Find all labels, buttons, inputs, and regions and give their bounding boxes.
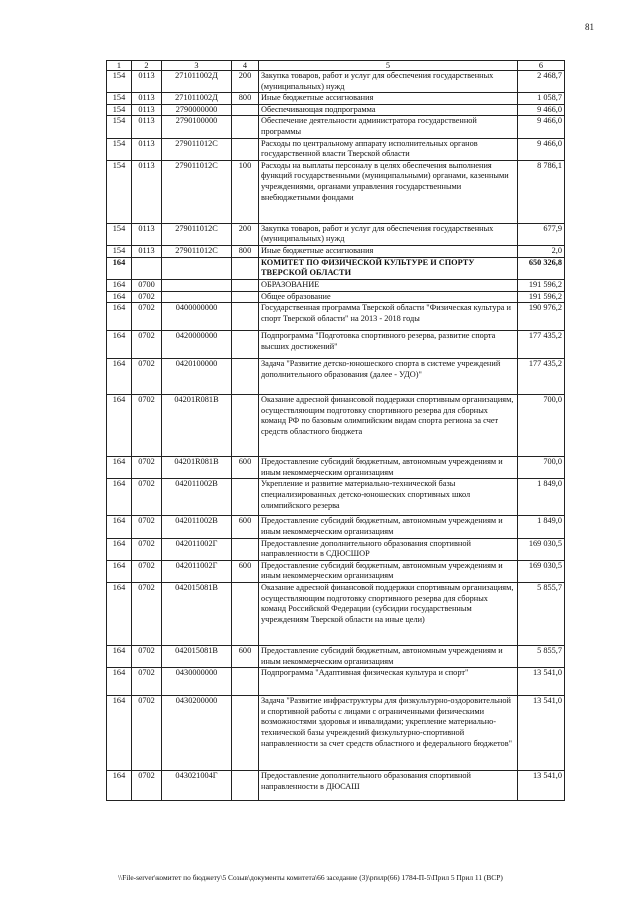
cell-description: Задача "Развитие инфраструктуры для физкультурно-оздоровительной и спортивной работы с лицами с ограниченными физическими возможностями здоровья и инвалидами; укрепление материально-технической базы учреждений физкультурно-спортивной направленности за счет средств областного и федерального бюджетов" [259, 696, 518, 771]
cell-amount: 13 541,0 [518, 668, 565, 696]
table-row [107, 359, 565, 395]
table-row [107, 303, 565, 331]
cell-amount: 13 541,0 [518, 771, 565, 801]
cell-target-article: 042011002Г [162, 538, 232, 560]
cell-target-article: 2790100000 [162, 116, 232, 138]
cell-description: Обеспечивающая подпрограмма [259, 104, 518, 116]
cell-section-code: 164 [107, 560, 132, 582]
cell-amount: 13 541,0 [518, 696, 565, 771]
cell-target-article: 271011002Д [162, 71, 232, 93]
cell-expense-type [232, 771, 259, 801]
table-row [107, 457, 565, 479]
cell-subsection-code: 0113 [132, 160, 162, 223]
cell-target-article: 04201R081В [162, 457, 232, 479]
cell-expense-type: 200 [232, 223, 259, 245]
column-header: 5 [259, 61, 518, 71]
cell-description: Оказание адресной финансовой поддержки спортивным организациям, осуществляющим подготовку спортивного резерва для сборных команд Российской Федерации (субсидии государственным учреждениям Тверской области на иные цели) [259, 583, 518, 646]
cell-section-code: 164 [107, 538, 132, 560]
cell-section-code: 164 [107, 395, 132, 457]
cell-target-article: 2790000000 [162, 104, 232, 116]
cell-target-article: 042015081В [162, 583, 232, 646]
cell-amount: 177 435,2 [518, 359, 565, 395]
cell-amount: 5 855,7 [518, 583, 565, 646]
cell-section-code: 164 [107, 291, 132, 303]
cell-amount: 677,9 [518, 223, 565, 245]
cell-subsection-code: 0702 [132, 771, 162, 801]
cell-amount: 5 855,7 [518, 646, 565, 668]
cell-section-code: 154 [107, 246, 132, 258]
cell-amount: 1 849,0 [518, 479, 565, 516]
cell-subsection-code: 0113 [132, 138, 162, 160]
cell-section-code: 164 [107, 583, 132, 646]
cell-expense-type [232, 104, 259, 116]
table-row [107, 138, 565, 160]
column-header: 1 [107, 61, 132, 71]
table-row [107, 771, 565, 801]
cell-amount: 700,0 [518, 457, 565, 479]
cell-amount: 169 030,5 [518, 538, 565, 560]
cell-subsection-code: 0113 [132, 116, 162, 138]
cell-section-code: 154 [107, 160, 132, 223]
cell-expense-type: 800 [232, 93, 259, 105]
cell-expense-type [232, 279, 259, 291]
table-row [107, 257, 565, 279]
cell-subsection-code: 0702 [132, 538, 162, 560]
cell-section-code: 154 [107, 93, 132, 105]
cell-expense-type: 600 [232, 560, 259, 582]
table-row [107, 246, 565, 258]
cell-expense-type [232, 395, 259, 457]
cell-section-code: 164 [107, 303, 132, 331]
cell-section-code: 164 [107, 696, 132, 771]
cell-subsection-code: 0702 [132, 583, 162, 646]
table-row [107, 516, 565, 538]
cell-section-code: 164 [107, 771, 132, 801]
cell-expense-type: 600 [232, 516, 259, 538]
cell-subsection-code: 0702 [132, 560, 162, 582]
table-row [107, 160, 565, 223]
column-header: 3 [162, 61, 232, 71]
cell-subsection-code: 0702 [132, 668, 162, 696]
cell-subsection-code: 0702 [132, 479, 162, 516]
cell-section-code: 164 [107, 646, 132, 668]
table-row [107, 668, 565, 696]
cell-target-article: 042015081В [162, 646, 232, 668]
table-row [107, 479, 565, 516]
cell-expense-type [232, 116, 259, 138]
table-row [107, 560, 565, 582]
page-number: 81 [585, 22, 594, 32]
cell-section-code: 154 [107, 138, 132, 160]
cell-description: КОМИТЕТ ПО ФИЗИЧЕСКОЙ КУЛЬТУРЕ И СПОРТУ ТВЕРСКОЙ ОБЛАСТИ [259, 257, 518, 279]
cell-target-article: 0430000000 [162, 668, 232, 696]
cell-section-code: 164 [107, 257, 132, 279]
cell-description: Общее образование [259, 291, 518, 303]
cell-description: Оказание адресной финансовой поддержки спортивным организациям, осуществляющим подготовку спортивного резерва для сборных команд РФ по базовым олимпийским видам спорта региона за счет средств областного бюджета [259, 395, 518, 457]
cell-expense-type [232, 359, 259, 395]
cell-subsection-code: 0702 [132, 331, 162, 359]
budget-table [106, 60, 565, 801]
cell-description: Иные бюджетные ассигнования [259, 246, 518, 258]
table-row [107, 71, 565, 93]
cell-amount: 191 596,2 [518, 291, 565, 303]
cell-amount: 1 058,7 [518, 93, 565, 105]
cell-target-article: 042011002Г [162, 560, 232, 582]
cell-expense-type [232, 257, 259, 279]
cell-subsection-code: 0113 [132, 246, 162, 258]
cell-section-code: 164 [107, 359, 132, 395]
cell-section-code: 154 [107, 104, 132, 116]
table-row [107, 538, 565, 560]
cell-section-code: 164 [107, 457, 132, 479]
column-header: 4 [232, 61, 259, 71]
cell-subsection-code [132, 257, 162, 279]
cell-target-article: 04201R081В [162, 395, 232, 457]
cell-target-article: 043021004Г [162, 771, 232, 801]
cell-target-article: 042011002В [162, 516, 232, 538]
table-row [107, 104, 565, 116]
cell-target-article: 279011012С [162, 160, 232, 223]
cell-expense-type [232, 479, 259, 516]
table-row [107, 331, 565, 359]
cell-amount: 9 466,0 [518, 104, 565, 116]
cell-target-article [162, 279, 232, 291]
cell-amount: 2,0 [518, 246, 565, 258]
cell-target-article: 0420000000 [162, 331, 232, 359]
cell-subsection-code: 0113 [132, 104, 162, 116]
cell-amount: 190 976,2 [518, 303, 565, 331]
table-row [107, 116, 565, 138]
table-row [107, 395, 565, 457]
cell-target-article: 279011012С [162, 246, 232, 258]
cell-description: Иные бюджетные ассигнования [259, 93, 518, 105]
table-row [107, 223, 565, 245]
cell-amount: 2 468,7 [518, 71, 565, 93]
cell-amount: 9 466,0 [518, 138, 565, 160]
column-header: 6 [518, 61, 565, 71]
cell-description: Обеспечение деятельности администратора государственной программы [259, 116, 518, 138]
cell-section-code: 164 [107, 479, 132, 516]
cell-section-code: 154 [107, 71, 132, 93]
cell-description: Предоставление субсидий бюджетным, автономным учреждениям и иным некоммерческим организациям [259, 646, 518, 668]
cell-subsection-code: 0113 [132, 223, 162, 245]
cell-subsection-code: 0702 [132, 516, 162, 538]
cell-subsection-code: 0702 [132, 395, 162, 457]
table-row [107, 93, 565, 105]
cell-expense-type [232, 583, 259, 646]
cell-target-article: 271011002Д [162, 93, 232, 105]
cell-subsection-code: 0113 [132, 71, 162, 93]
cell-section-code: 164 [107, 516, 132, 538]
cell-subsection-code: 0702 [132, 457, 162, 479]
cell-description: ОБРАЗОВАНИЕ [259, 279, 518, 291]
cell-expense-type [232, 291, 259, 303]
cell-amount: 177 435,2 [518, 331, 565, 359]
cell-description: Предоставление дополнительного образования спортивной направленности в ДЮСАШ [259, 771, 518, 801]
cell-section-code: 164 [107, 331, 132, 359]
cell-description: Подпрограмма "Подготовка спортивного резерва, развитие спорта высших достижений" [259, 331, 518, 359]
cell-target-article: 0420100000 [162, 359, 232, 395]
cell-amount: 9 466,0 [518, 116, 565, 138]
column-header: 2 [132, 61, 162, 71]
cell-target-article [162, 291, 232, 303]
cell-section-code: 154 [107, 223, 132, 245]
cell-description: Предоставление субсидий бюджетным, автономным учреждениям и иным некоммерческим организациям [259, 516, 518, 538]
cell-description: Расходы по центральному аппарату исполнительных органов государственной власти Тверской области [259, 138, 518, 160]
table-row [107, 696, 565, 771]
cell-subsection-code: 0702 [132, 303, 162, 331]
cell-target-article: 0400000000 [162, 303, 232, 331]
cell-amount: 700,0 [518, 395, 565, 457]
cell-description: Предоставление дополнительного образования спортивной направленности в СДЮСШОР [259, 538, 518, 560]
cell-description: Закупка товаров, работ и услуг для обеспечения государственных (муниципальных) нужд [259, 223, 518, 245]
table-row [107, 279, 565, 291]
cell-subsection-code: 0113 [132, 93, 162, 105]
cell-subsection-code: 0702 [132, 696, 162, 771]
cell-description: Предоставление субсидий бюджетным, автономным учреждениям и иным некоммерческим организациям [259, 560, 518, 582]
cell-amount: 8 786,1 [518, 160, 565, 223]
cell-expense-type: 800 [232, 246, 259, 258]
cell-expense-type [232, 696, 259, 771]
cell-description: Предоставление субсидий бюджетным, автономным учреждениям и иным некоммерческим организациям [259, 457, 518, 479]
cell-amount: 650 326,8 [518, 257, 565, 279]
cell-description: Укрепление и развитие материально-технической базы специализированных детско-юношеских спортивных школ олимпийского резерва [259, 479, 518, 516]
cell-description: Задача "Развитие детско-юношеского спорта в системе учреждений дополнительного образования (далее - УДО)" [259, 359, 518, 395]
cell-expense-type: 100 [232, 160, 259, 223]
table-row [107, 583, 565, 646]
footer-file-path: \\File-server\комитет по бюджету\5 Созыв\документы комитета\66 заседание (3)\prилр(66) 1784-П-5\Прил 5 Прил 11 (ВСР) [118, 873, 503, 882]
table-row [107, 291, 565, 303]
cell-description: Закупка товаров, работ и услуг для обеспечения государственных (муниципальных) нужд [259, 71, 518, 93]
cell-expense-type [232, 303, 259, 331]
cell-amount: 169 030,5 [518, 560, 565, 582]
table-row [107, 646, 565, 668]
cell-description: Государственная программа Тверской области "Физическая культура и спорт Тверской области" на 2013 - 2018 годы [259, 303, 518, 331]
cell-expense-type [232, 331, 259, 359]
cell-subsection-code: 0700 [132, 279, 162, 291]
cell-expense-type: 200 [232, 71, 259, 93]
cell-section-code: 164 [107, 279, 132, 291]
cell-description: Расходы на выплаты персоналу в целях обеспечения выполнения функций государственными (муниципальными) органами, казенными учреждениями, органами управления государственными внебюджетными фондами [259, 160, 518, 223]
cell-amount: 191 596,2 [518, 279, 565, 291]
header-row [107, 61, 565, 71]
cell-expense-type: 600 [232, 646, 259, 668]
cell-amount: 1 849,0 [518, 516, 565, 538]
cell-subsection-code: 0702 [132, 291, 162, 303]
cell-expense-type: 600 [232, 457, 259, 479]
cell-subsection-code: 0702 [132, 646, 162, 668]
cell-target-article: 0430200000 [162, 696, 232, 771]
cell-target-article: 279011012С [162, 223, 232, 245]
cell-expense-type [232, 668, 259, 696]
cell-description: Подпрограмма "Адаптивная физическая культура и спорт" [259, 668, 518, 696]
cell-expense-type [232, 138, 259, 160]
cell-target-article: 279011012С [162, 138, 232, 160]
cell-target-article: 042011002В [162, 479, 232, 516]
cell-section-code: 164 [107, 668, 132, 696]
cell-target-article [162, 257, 232, 279]
cell-expense-type [232, 538, 259, 560]
cell-subsection-code: 0702 [132, 359, 162, 395]
cell-section-code: 154 [107, 116, 132, 138]
